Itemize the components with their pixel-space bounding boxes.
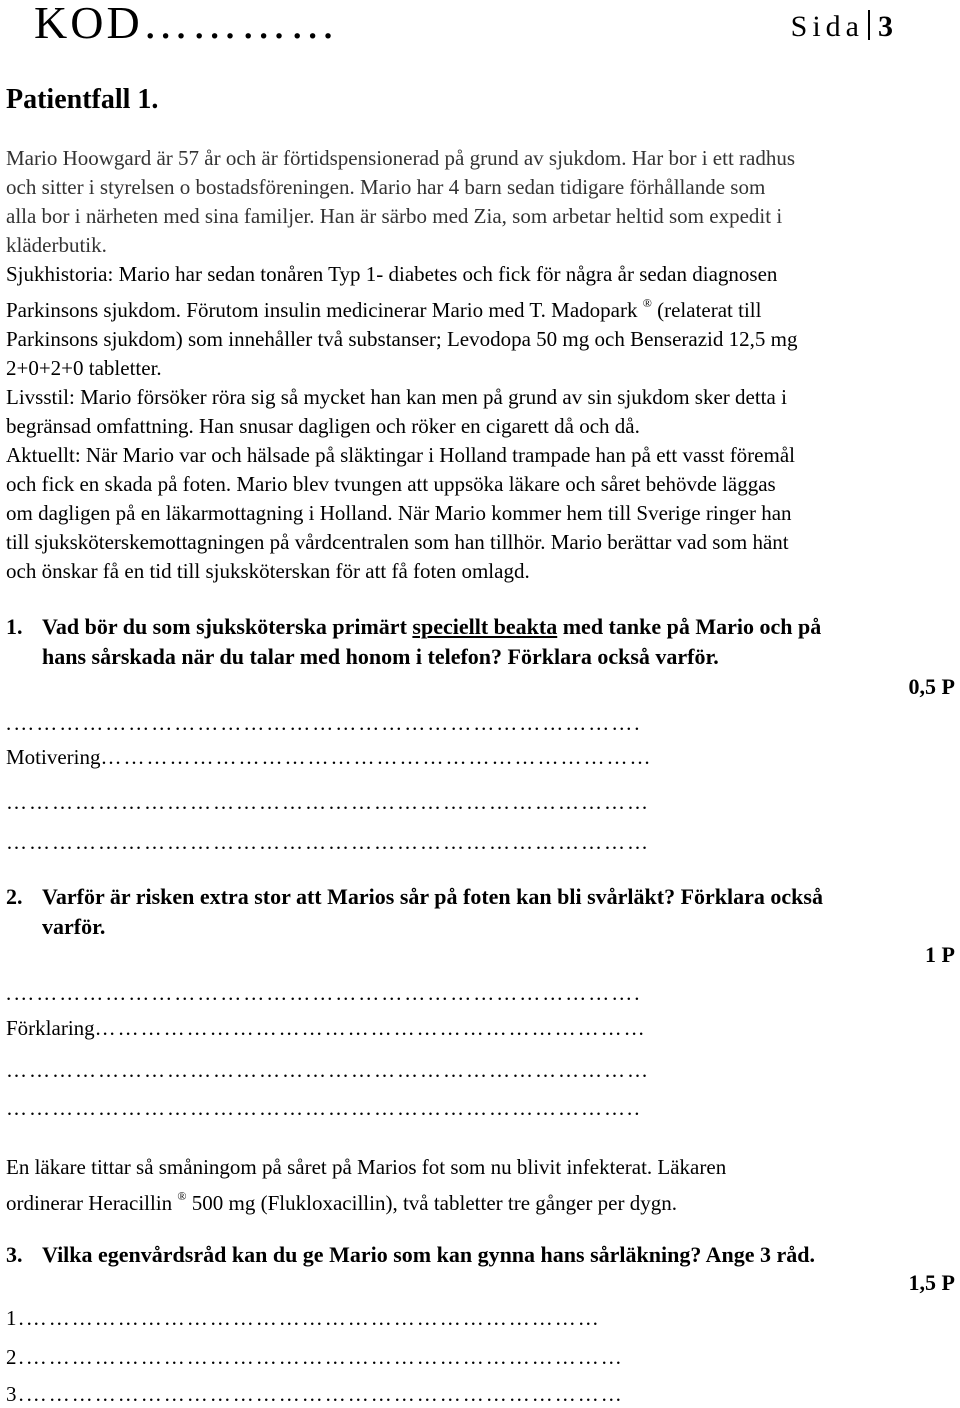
- question-text: Varför är risken extra stor att Marios sår på foten kan bli svårläkt? Förklara också varför.: [42, 884, 823, 939]
- page-divider: [868, 10, 870, 40]
- lifestyle-line: Livsstil: Mario försöker röra sig så mycket han kan men på grund av sin sjukdom sker detta i: [6, 385, 787, 409]
- case-title: Patientfall 1.: [6, 84, 159, 115]
- current-line: till sjuksköterskemottagningen på vårdcentralen som han tillhör. Mario berättar vad som hänt: [6, 530, 789, 554]
- intro-line: och sitter i styrelsen o bostadsföreningen. Mario har 4 barn sedan tidigare förhållande som: [6, 175, 766, 199]
- current-line: och fick en skada på foten. Mario blev tvungen att uppsöka läkare och såret behövde läggas: [6, 472, 776, 496]
- intro-line: kläderbutik.: [6, 233, 107, 257]
- question-3: [6, 1240, 946, 1270]
- answer-line[interactable]: .……………………………………………………………………….: [6, 981, 642, 1005]
- history-text: Parkinsons sjukdom. Förutom insulin medicinerar Mario med T. Madopark: [6, 298, 638, 322]
- question-number: 2.: [6, 884, 23, 909]
- registered-mark: ®: [177, 1189, 187, 1203]
- answer-line-2[interactable]: 2.……………………………………………………………………: [6, 1345, 624, 1369]
- question-1: [6, 612, 946, 672]
- intro-line: alla bor i närheten med sina familjer. Han är särbo med Zia, som arbetar heltid som expedit i: [6, 204, 783, 228]
- history-text: (relaterat till: [651, 298, 762, 322]
- lifestyle-line: begränsad omfattning. Han snusar dagligen och röker en cigarett då och då.: [6, 414, 640, 438]
- answer-line[interactable]: …………………………………………………………………………: [6, 830, 650, 854]
- question-points: 0,5 P: [908, 674, 955, 699]
- answer-line[interactable]: .……………………………………………………………………….: [6, 711, 642, 735]
- question-number: 1.: [6, 614, 23, 639]
- registered-mark: ®: [642, 296, 652, 310]
- code-field-label: KOD…………: [34, 0, 339, 48]
- current-line: Aktuellt: När Mario var och hälsade på släktingar i Holland trampade han på ett vasst föremål: [6, 443, 795, 467]
- answer-dots: ………………………………………………………………: [94, 1016, 647, 1040]
- question-text: Vilka egenvårdsråd kan du ge Mario som kan gynna hans sårläkning? Ange 3 råd.: [42, 1242, 815, 1267]
- answer-line[interactable]: …………………………………………………………………………: [6, 790, 650, 814]
- answer-line-1[interactable]: 1.…………………………………………………………………: [6, 1306, 601, 1330]
- doctor-note-line: ordinerar Heracillin ® 500 mg (Flukloxacillin), två tabletter tre gånger per dygn.: [6, 1189, 677, 1215]
- history-line: [6, 289, 956, 325]
- question-points: 1 P: [925, 942, 955, 967]
- question-points: 1,5 P: [908, 1270, 955, 1295]
- motivering-label: Motivering: [6, 745, 101, 769]
- current-line: om dagligen på en läkarmottagning i Holland. När Mario kommer hem till Sverige ringer han: [6, 501, 792, 525]
- intro-line: Mario Hoowgard är 57 år och är förtidspensionerad på grund av sjukdom. Har bor i ett radhus: [6, 146, 796, 170]
- forklaring-line[interactable]: [6, 1016, 647, 1041]
- emphasis-underline: speciellt beakta: [412, 614, 558, 639]
- forklaring-label: Förklaring: [6, 1016, 95, 1040]
- answer-dots: ………………………………………………………………: [100, 745, 653, 769]
- history-line: 2+0+2+0 tabletter.: [6, 356, 162, 380]
- answer-line-3[interactable]: 3.……………………………………………………………………: [6, 1382, 624, 1406]
- doctor-note-line: En läkare tittar så småningom på såret på Marios fot som nu blivit infekterat. Läkaren: [6, 1155, 727, 1179]
- history-line: Sjukhistoria: Mario har sedan tonåren Typ 1- diabetes och fick för några år sedan diagnosen: [6, 262, 778, 286]
- doctor-note: [6, 1153, 956, 1218]
- current-line: och önskar få en tid till sjuksköterskan för att få foten omlagd.: [6, 559, 530, 583]
- answer-line[interactable]: ………………………………………………………………………..: [6, 1096, 642, 1120]
- page-label: Sida: [790, 10, 864, 43]
- question-number: 3.: [6, 1242, 23, 1267]
- answer-line[interactable]: …………………………………………………………………………: [6, 1058, 650, 1082]
- case-description: [6, 144, 956, 586]
- question-2: [6, 882, 946, 942]
- page-number: [791, 10, 898, 44]
- question-text: Vad bör du som sjuksköterska primärt speciellt beakta med tanke på Mario och på hans sårskada när du talar med honom i telefon? Förklara också varför.: [42, 614, 822, 669]
- page-number-value: 3: [878, 10, 898, 43]
- motivering-line[interactable]: [6, 745, 653, 770]
- history-line: Parkinsons sjukdom) som innehåller två substanser; Levodopa 50 mg och Benserazid 12,5 mg: [6, 327, 798, 351]
